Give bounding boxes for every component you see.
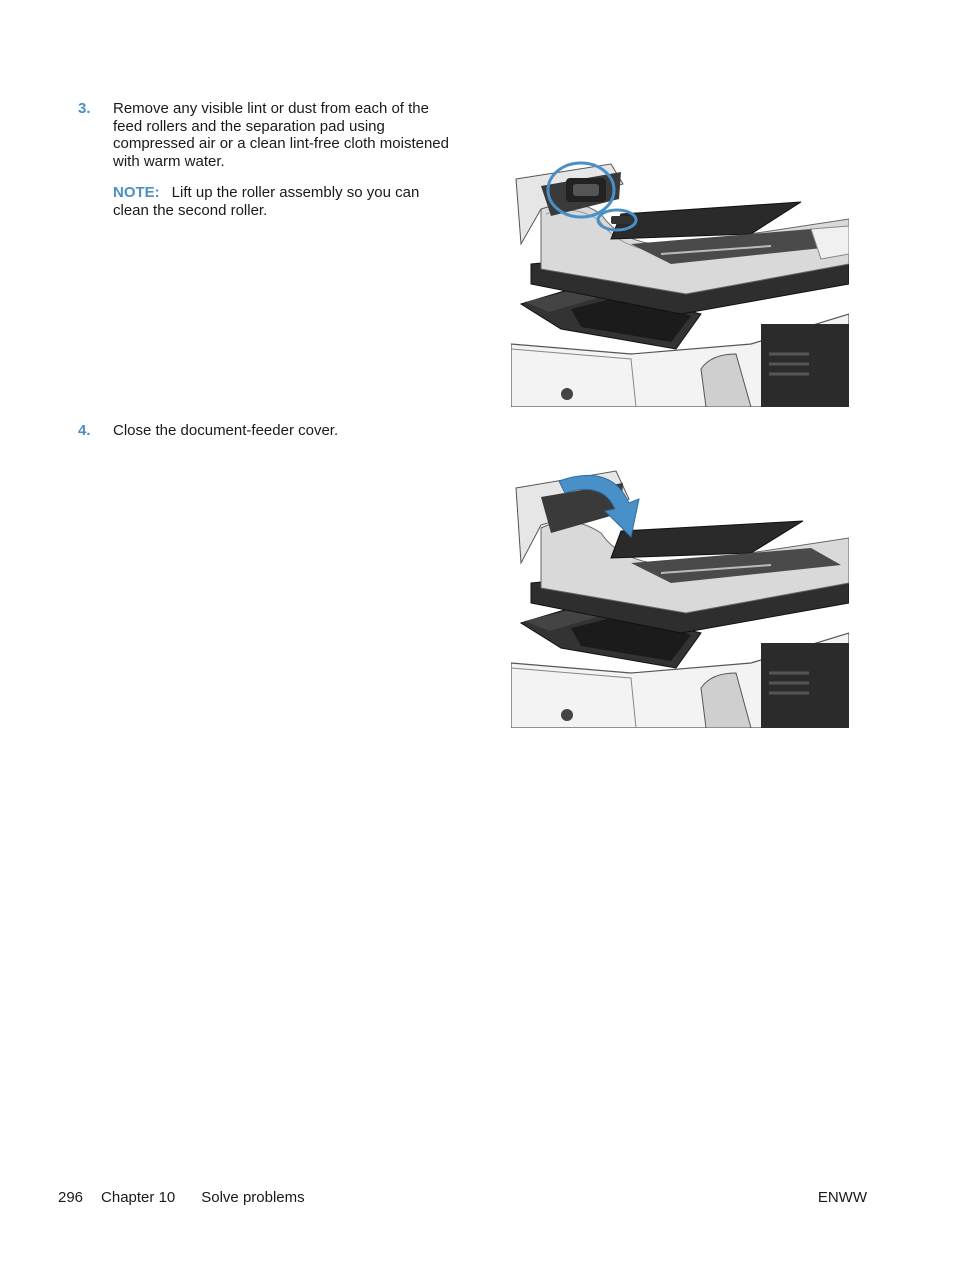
step-4-text: Close the document-feeder cover. <box>113 422 339 439</box>
step-3 <box>78 100 458 219</box>
note-label: NOTE: <box>113 184 160 201</box>
section-label: Solve problems <box>201 1189 305 1206</box>
page-footer-left <box>58 1189 305 1206</box>
step-3-body <box>113 100 458 219</box>
step-4-number: 4. <box>78 422 91 439</box>
chapter-label: Chapter 10 <box>101 1189 176 1206</box>
step-4 <box>78 422 458 440</box>
page-number: 296 <box>58 1189 84 1206</box>
step-3-number: 3. <box>78 100 91 117</box>
printer-illustration-close-cover <box>511 463 849 728</box>
note-text: Lift up the roller assembly so you can clean the second roller. <box>113 184 420 219</box>
printer-illustration-rollers <box>511 154 849 407</box>
step-4-body <box>113 422 458 440</box>
step-3-text: Remove any visible lint or dust from each of the feed rollers and the separation pad using compressed air or a clean lint-free cloth moistened with warm water. <box>113 100 449 170</box>
step-3-note <box>113 184 458 219</box>
page-footer-right: ENWW <box>817 1189 867 1206</box>
